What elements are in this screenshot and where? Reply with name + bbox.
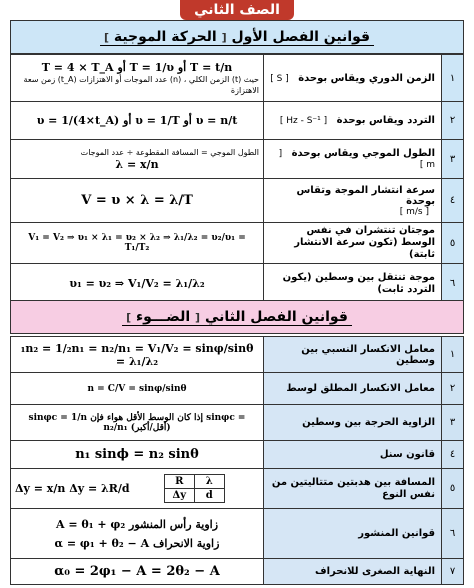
row-number: ٦ (442, 264, 464, 304)
page-title: الصف الثاني (180, 0, 294, 20)
table-row (11, 55, 464, 102)
row-unit: [ Hz - S⁻¹ ] (279, 116, 328, 126)
section2-subtitle: الضـــوء (136, 308, 191, 325)
ratio-table (164, 474, 225, 503)
table-row (11, 140, 464, 179)
section1-header (10, 20, 464, 54)
table-row (11, 179, 464, 223)
row-name: التردد ويقاس بوحدة (336, 115, 435, 126)
row-number: ٢ (442, 102, 464, 140)
formula: ₁n₂ = 1/₂n₁ = n₂/n₁ = V₁/V₂ = sinφ/sinθ = λ₁/λ₂ (20, 341, 254, 368)
row-number: ٢ (442, 373, 464, 405)
row-number: ٤ (442, 179, 464, 223)
ratio-cell: d (194, 489, 224, 503)
section1-title-text: قوانين الفصل الأول (231, 28, 371, 45)
row-name: معامل الانكسار المطلق لوسط (264, 373, 442, 405)
formula: υ₁ = υ₂ ⇒ V₁/V₂ = λ₁/λ₂ (69, 277, 205, 290)
formula: n₁ sinϕ = n₂ sinθ (75, 447, 199, 462)
section2-table (10, 336, 464, 585)
formula: V₁ = V₂ ⇒ υ₁ × λ₁ = υ₂ × λ₂ ⇒ λ₁/λ₂ = υ₂/υ₁ = T₁/T₂ (28, 233, 246, 253)
row-name: سرعة انتشار الموجة وتقاس بوحدة (296, 184, 435, 207)
row-unit: [ m ] (278, 149, 435, 170)
section2-title: قوانين الفصل الثاني [ الضـــوء ] (122, 309, 352, 326)
row-name: قوانين المنشور (264, 509, 442, 559)
ratio-cell: λ (194, 475, 224, 489)
formula-note: الطول الموجي = المسافة المقطوعة ÷ عدد الموجات (80, 148, 259, 157)
table-row (11, 264, 464, 304)
row-number: ٣ (442, 140, 464, 179)
table-row (11, 509, 464, 559)
row-number: ٧ (442, 559, 464, 585)
row-number: ١ (442, 55, 464, 102)
row-name: موجتان تنتشران في نفس الوسط (تكون سرعة الانتشار ثابتة) (264, 223, 442, 264)
row-name: الزاوية الحرجة بين وسطين (264, 405, 442, 441)
row-name: النهاية الصغرى للانحراف (264, 559, 442, 585)
row-name: المسافة بين هدبتين متتاليتين من نفس النوع (264, 469, 442, 509)
row-number: ٦ (442, 509, 464, 559)
section1-title: قوانين الفصل الأول [ الحركة الموجية ] (100, 29, 374, 46)
table-row (11, 373, 464, 405)
row-unit: [ S ] (270, 73, 289, 84)
ratio-cell: R (164, 475, 194, 489)
table-row (11, 405, 464, 441)
formula: α = φ₁ + θ₂ − A زاوية الانحراف (54, 536, 220, 550)
section1-subtitle: الحركة الموجية (113, 28, 217, 45)
row-name: موجة تنتقل بين وسطين (يكون التردد ثابت) (264, 264, 442, 304)
row-name: معامل الانكسار النسبي بين وسطين (264, 337, 442, 373)
section2-title-text: قوانين الفصل الثاني (204, 308, 348, 325)
row-unit: [ m/s ] (399, 206, 429, 217)
row-number: ٥ (442, 223, 464, 264)
formula: λ = x/n (115, 158, 159, 171)
formula: υ = 1/(4×t_A) أو υ = 1/T أو υ = n/t (36, 114, 238, 127)
formula: V = υ × λ = λ/T (81, 193, 193, 208)
formula: Δy = x/n Δy = λR/d (15, 482, 130, 495)
row-number: ٣ (442, 405, 464, 441)
table-row (11, 559, 464, 585)
row-name: الزمن الدوري ويقاس بوحدة (298, 72, 435, 84)
table-row (11, 441, 464, 469)
row-name: قانون سنل (264, 441, 442, 469)
table-row (11, 223, 464, 264)
row-number: ١ (442, 337, 464, 373)
formula: α₀ = 2φ₁ − A = 2θ₂ − A (54, 564, 220, 579)
formula: sinφc = 1/n إذا كان الوسط الأقل هواء فإن sinφc = n₂/n₁ (أقل/أكبر) (28, 412, 246, 433)
section2-header (10, 300, 464, 334)
table-row (11, 102, 464, 140)
table-row (11, 337, 464, 373)
row-number: ٤ (442, 441, 464, 469)
ratio-cell: Δy (164, 489, 194, 503)
table-row (11, 469, 464, 509)
formula: T = 4 × T_A أو T = 1/υ أو T = t/n (41, 60, 233, 74)
row-number: ٥ (442, 469, 464, 509)
formula-note: حيث (t) الزمن الكلي ، (n) عدد الموجات أو الاهتزازات (t_A) زمن سعة الاهتزازة (23, 74, 259, 95)
section1-table (10, 54, 464, 304)
row-name: الطول الموجي ويقاس بوحدة (291, 148, 435, 159)
formula: A = θ₁ + φ₂ زاوية رأس المنشور (55, 517, 219, 531)
formula: n = C/V = sinφ/sinθ (87, 383, 187, 394)
